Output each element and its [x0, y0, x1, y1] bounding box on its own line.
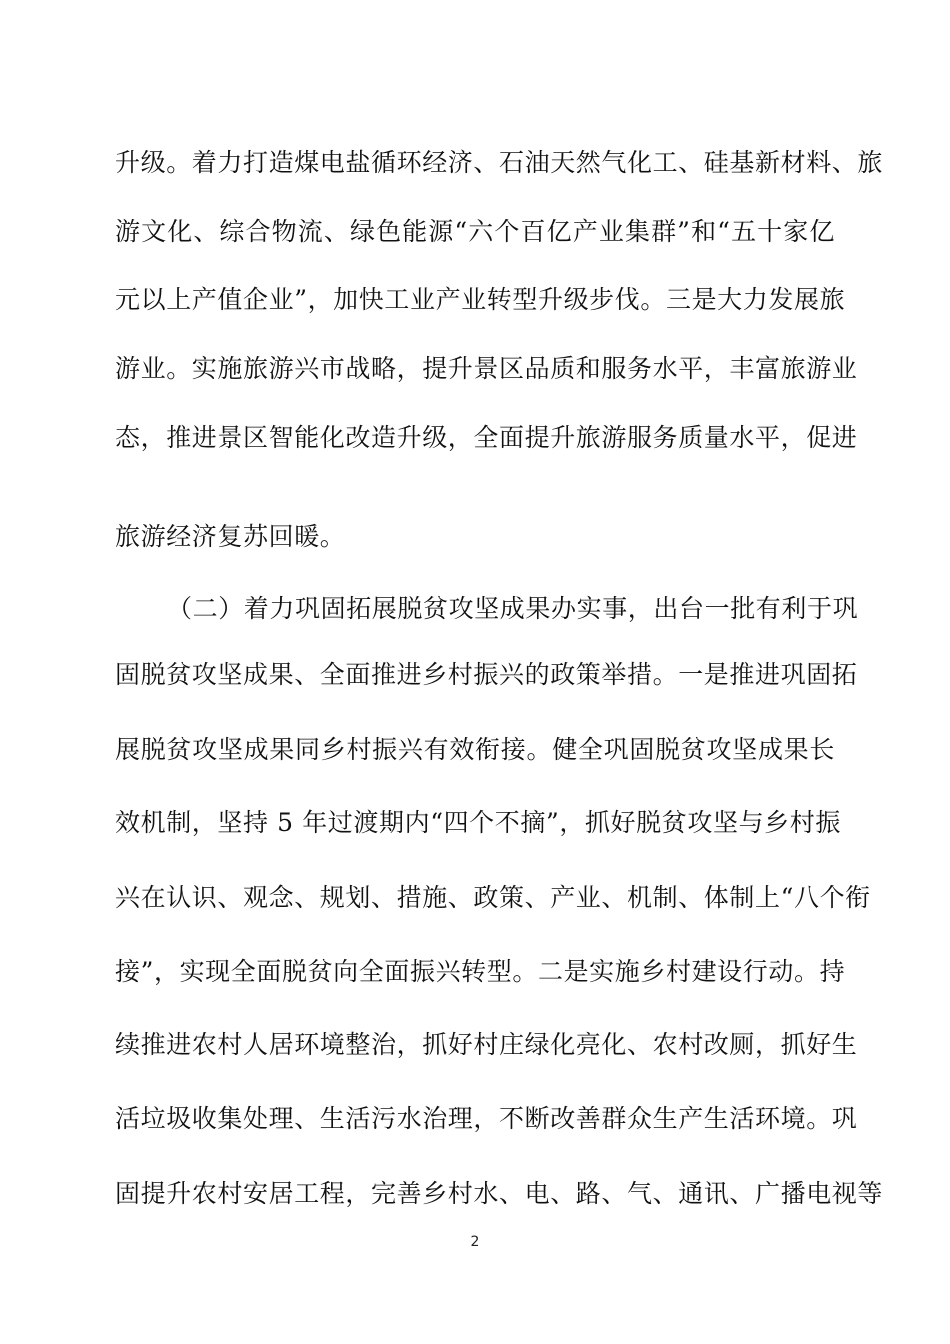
- text-line: 旅游经济复苏回暖。: [115, 522, 346, 551]
- text-line: 活垃圾收集处理、生活污水治理，不断改善群众生产生活环境。巩: [115, 1104, 858, 1133]
- text-line: 续推进农村人居环境整治，抓好村庄绿化亮化、农村改厕，抓好生: [115, 1030, 858, 1059]
- text-line: 态，推进景区智能化改造升级，全面提升旅游服务质量水平，促进: [115, 423, 858, 452]
- text-line: 展脱贫攻坚成果同乡村振兴有效衔接。健全巩固脱贫攻坚成果长: [115, 735, 835, 764]
- text-line: 固提升农村安居工程，完善乡村水、电、路、气、通讯、广播电视等: [115, 1179, 884, 1208]
- text-line: 游业。实施旅游兴市战略，提升景区品质和服务水平，丰富旅游业: [115, 354, 858, 383]
- paragraph-first-line: （二）着力巩固拓展脱贫攻坚成果办实事，出台一批有利于巩: [167, 594, 859, 623]
- text-line: 游文化、综合物流、绿色能源“六个百亿产业集群”和“五十家亿: [115, 217, 835, 246]
- text-line: 兴在认识、观念、规划、措施、政策、产业、机制、体制上“八个衔: [115, 883, 871, 912]
- text-line: 元以上产值企业”，加快工业产业转型升级步伐。三是大力发展旅: [115, 285, 846, 314]
- text-line: 效机制，坚持 5 年过渡期内“四个不摘”，抓好脱贫攻坚与乡村振: [115, 808, 841, 837]
- text-line: 升级。着力打造煤电盐循环经济、石油天然气化工、硅基新材料、旅: [115, 148, 884, 177]
- text-line: 固脱贫攻坚成果、全面推进乡村振兴的政策举措。一是推进巩固拓: [115, 660, 858, 689]
- text-line: 接”，实现全面脱贫向全面振兴转型。二是实施乡村建设行动。持: [115, 957, 846, 986]
- page-number: 2: [470, 1234, 480, 1250]
